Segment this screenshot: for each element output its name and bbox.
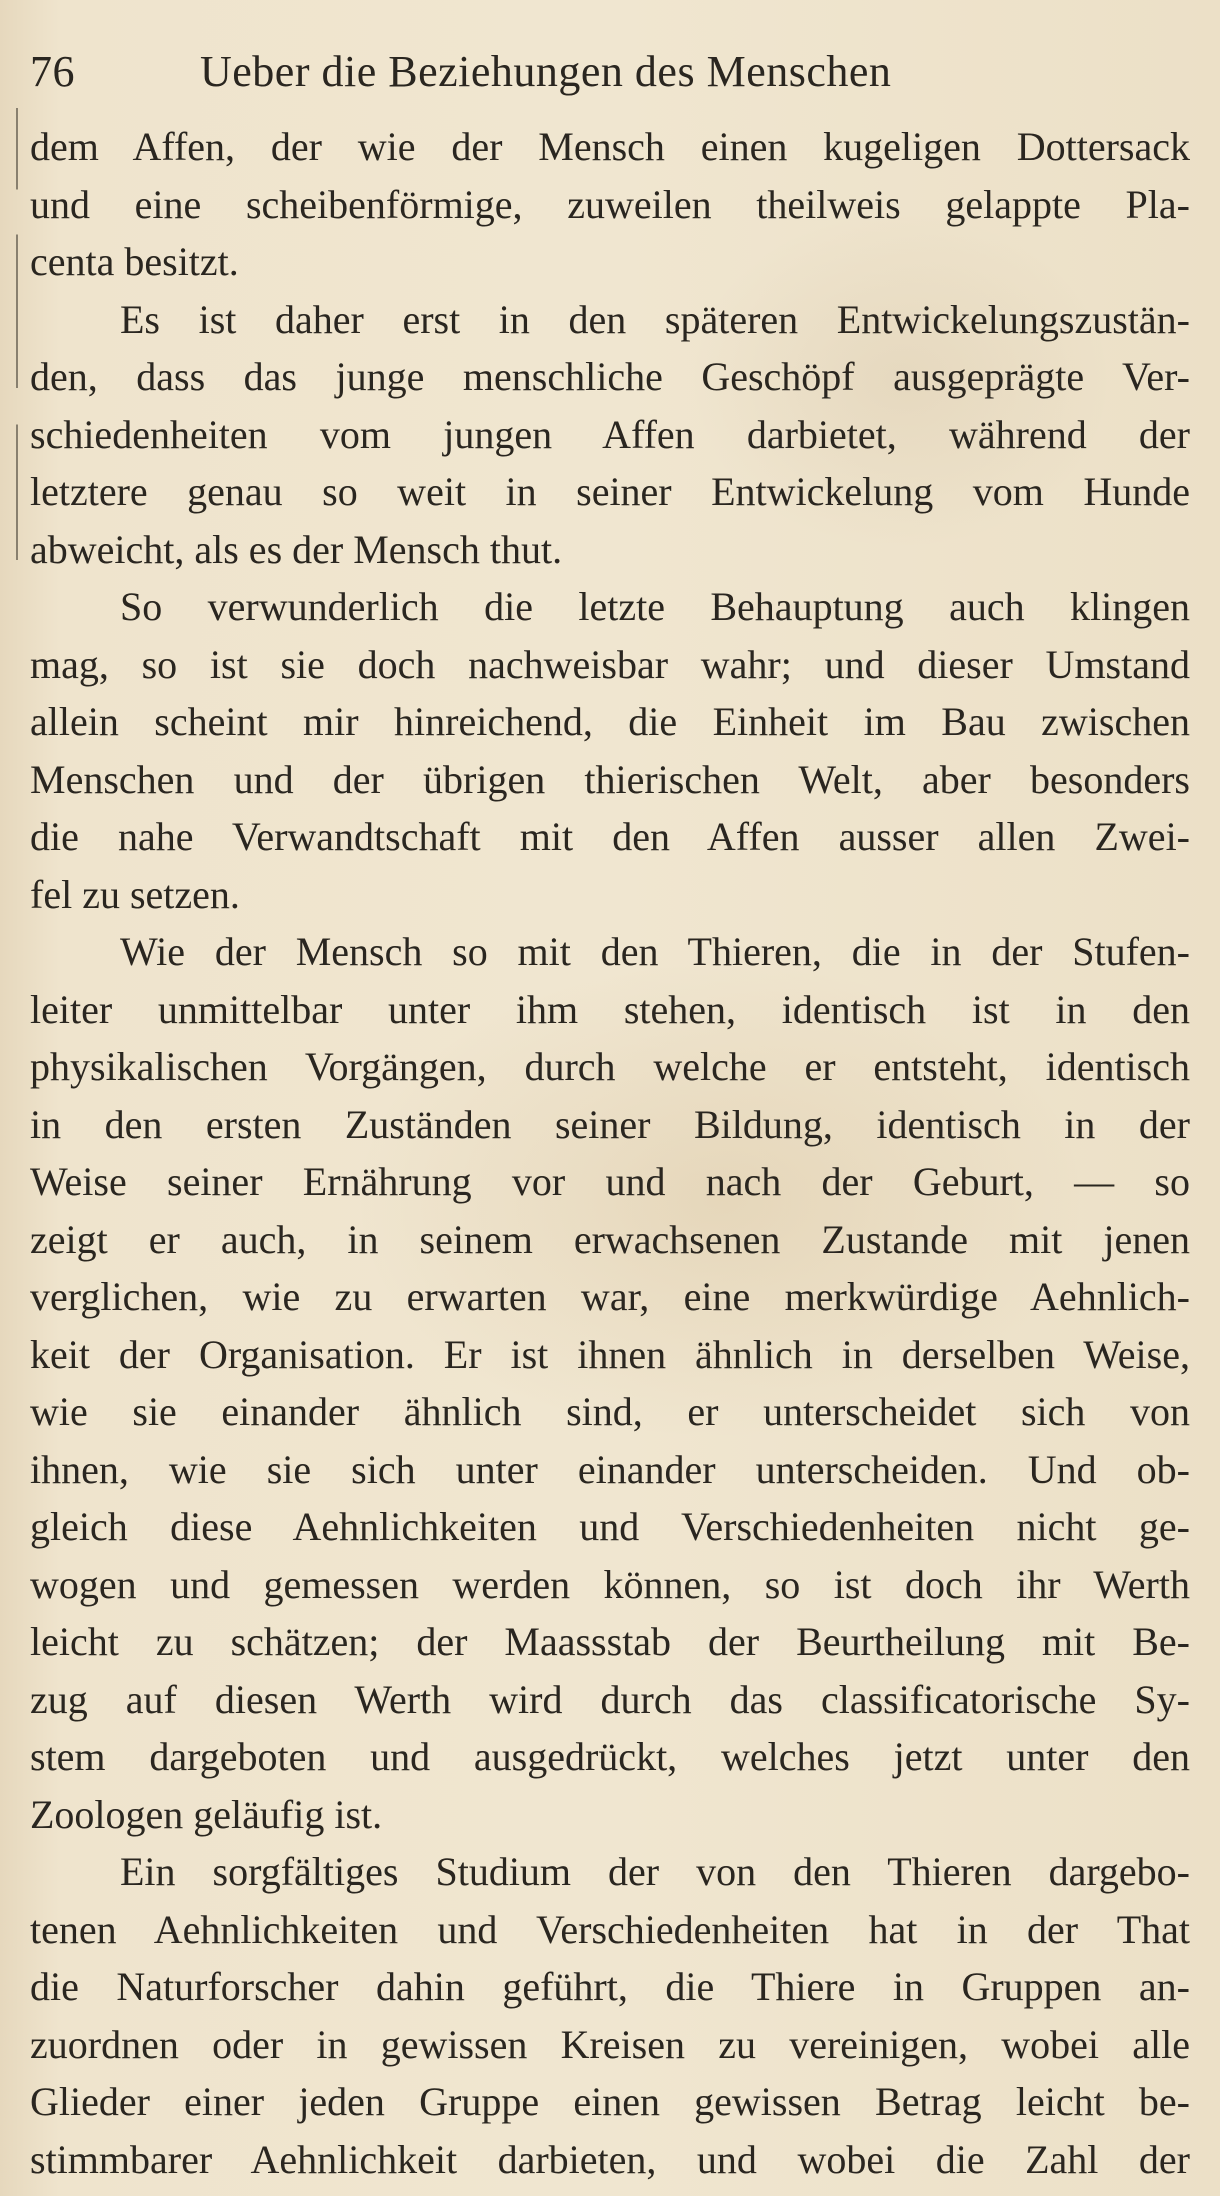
text-line: verglichen, wie zu erwarten war, eine merkwürdige Aehnlich- — [30, 1274, 1190, 1319]
text-line: und eine scheibenförmige, zuweilen theilweis gelappte Pla- — [30, 181, 1190, 227]
text-line: die Naturforscher dahin geführt, die Thiere in Gruppen an- — [30, 1964, 1190, 2009]
running-head: Ueber die Beziehungen des Menschen — [200, 47, 892, 96]
page-header — [30, 42, 1190, 102]
paragraph-1 — [30, 118, 1190, 291]
text-line: keit der Organisation. Er ist ihnen ähnlich in derselben Weise, — [30, 1331, 1190, 1377]
text-line: tenen Aehnlichkeiten und Verschiedenheiten hat in der That — [30, 1906, 1190, 1952]
text-line: leiter unmittelbar unter ihm stehen, identisch ist in den — [30, 986, 1190, 1032]
text-line: abweicht, als es der Mensch thut. — [30, 526, 563, 572]
paragraph-5 — [30, 1843, 1190, 2188]
text-line: centa besitzt. — [30, 239, 239, 284]
text-line: allein scheint mir hinreichend, die Einheit im Bau zwischen — [30, 699, 1190, 744]
text-line: fel zu setzen. — [30, 871, 240, 917]
text-line: ihnen, wie sie sich unter einander unterscheiden. Und ob- — [30, 1446, 1190, 1492]
text-line: stimmbarer Aehnlichkeit darbieten, und wobei die Zahl der — [30, 2136, 1190, 2182]
paragraph-3 — [30, 578, 1190, 923]
text-line: mag, so ist sie doch nachweisbar wahr; und dieser Umstand — [30, 641, 1190, 687]
text-line: Weise seiner Ernährung vor und nach der Geburt, — so — [30, 1159, 1190, 1204]
text-line: leicht zu schätzen; der Maassstab der Beurtheilung mit Be- — [30, 1619, 1190, 1664]
text-line: Zoologen geläufig ist. — [30, 1791, 383, 1837]
text-line: physikalischen Vorgängen, durch welche er entsteht, identisch — [30, 1044, 1190, 1089]
body-text — [30, 118, 1190, 2188]
text-line: zuordnen oder in gewissen Kreisen zu vereinigen, wobei alle — [30, 2021, 1190, 2067]
text-line: gleich diese Aehnlichkeiten und Verschiedenheiten nicht ge- — [30, 1504, 1190, 1549]
text-line: letztere genau so weit in seiner Entwickelung vom Hunde — [30, 469, 1190, 514]
text-line: Menschen und der übrigen thierischen Welt, aber besonders — [30, 756, 1190, 802]
text-line: Glieder einer jeden Gruppe einen gewissen Betrag leicht be- — [30, 2079, 1190, 2124]
text-line: dem Affen, der wie der Mensch einen kugeligen Dottersack — [30, 124, 1190, 169]
text-line: stem dargeboten und ausgedrückt, welches jetzt unter den — [30, 1734, 1190, 1779]
page-number: 76 — [30, 47, 75, 96]
text-line: wie sie einander ähnlich sind, er unterscheidet sich von — [30, 1389, 1190, 1434]
paragraph-4 — [30, 923, 1190, 1843]
margin-pencil-line — [16, 108, 18, 560]
text-line: Wie der Mensch so mit den Thieren, die in der Stufen- — [120, 929, 1190, 974]
text-line: So verwunderlich die letzte Behauptung auch klingen — [120, 584, 1190, 629]
text-line: wogen und gemessen werden können, so ist doch ihr Werth — [30, 1561, 1190, 1607]
text-line: Ein sorgfältiges Studium der von den Thieren dargebo- — [120, 1849, 1190, 1894]
text-line: schiedenheiten vom jungen Affen darbietet, während der — [30, 411, 1190, 457]
text-line: Es ist daher erst in den späteren Entwickelungszustän- — [120, 296, 1190, 342]
text-line: die nahe Verwandtschaft mit den Affen ausser allen Zwei- — [30, 814, 1190, 859]
paragraph-2 — [30, 291, 1190, 579]
text-line: in den ersten Zuständen seiner Bildung, identisch in der — [30, 1101, 1190, 1147]
text-line: den, dass das junge menschliche Geschöpf ausgeprägte Ver- — [30, 354, 1190, 399]
text-line: zeigt er auch, in seinem erwachsenen Zustande mit jenen — [30, 1216, 1190, 1262]
text-line: zug auf diesen Werth wird durch das classificatorische Sy- — [30, 1676, 1190, 1722]
